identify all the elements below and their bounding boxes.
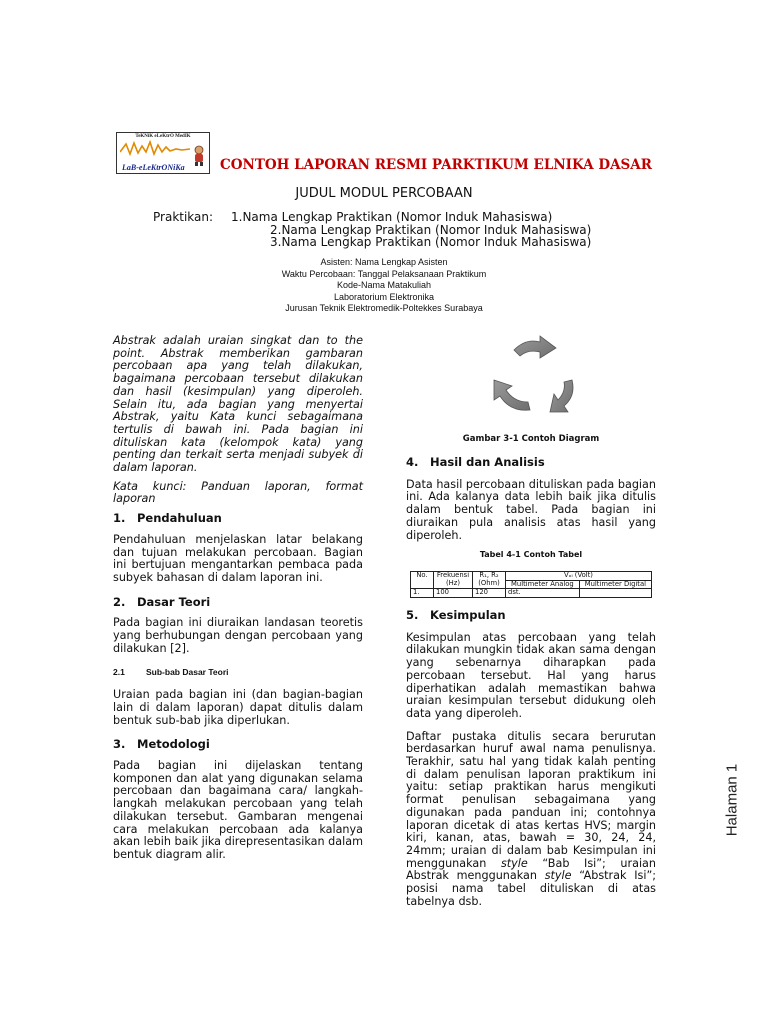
praktikan-1: 1.Nama Lengkap Praktikan (Nomor Induk Mahasiswa) <box>231 210 553 224</box>
dasar-teori-text: Pada bagian ini diuraikan landasan teoretis yang berhubungan dengan percobaan yang dilakukan [2]. <box>113 616 363 655</box>
waktu-line: Waktu Percobaan: Tanggal Pelaksanaan Praktikum <box>281 268 487 279</box>
jurusan-line: Jurusan Teknik Elektromedik-Poltekkes Surabaya <box>285 303 483 313</box>
table-header-cell: R₁, R₂ (Ohm) <box>473 572 506 589</box>
praktikan-label: Praktikan: <box>153 210 214 224</box>
heading-number: 2.1 <box>113 667 125 678</box>
heading-text: Pendahuluan <box>137 511 222 526</box>
table-cell: 100 <box>434 589 473 598</box>
metodologi-text: Pada bagian ini dijelaskan tentang komponen dan alat yang digunakan selama percobaan dan bagaimana cara/ langkah-langkah melakukan percobaan yang telah dilakukan tersebut. Gambaran mengenai cara melakukan percobaan ada kalanya akan lebih baik jika direpresentasikan dalam bentuk diagram alir. <box>113 758 363 861</box>
kesimpulan-text: Kesimpulan atas percobaan yang telah dilakukan mungkin tidak akan sama dengan yang sebenarnya diharapkan pada percobaan tersebut. Hal yang harus diperhatikan adalah memastikan bahwa uraian kesimpulan tersebut didukung oleh data yang diperoleh. <box>406 630 656 720</box>
matakuliah-line: Kode-Nama Matakuliah <box>336 280 432 290</box>
document-title: CONTOH LAPORAN RESMI PARKTIKUM ELNIKA DASAR <box>220 157 652 173</box>
arrow-left-icon <box>494 380 530 410</box>
left-column <box>113 335 363 862</box>
cycle-diagram <box>480 328 590 428</box>
figure-caption: Gambar 3-1 Contoh Diagram <box>462 434 600 444</box>
praktikan-2: 2.Nama Lengkap Praktikan (Nomor Induk Mahasiswa) <box>270 223 592 237</box>
meta-block <box>0 257 768 315</box>
heading-metodologi <box>113 738 363 751</box>
heading-text: Hasil dan Analisis <box>430 455 545 469</box>
heading-text: Sub-bab Dasar Teori <box>146 667 229 678</box>
table-cell: dst. <box>506 589 580 598</box>
arrow-top-icon <box>514 336 556 358</box>
daftar-text-part: “Abstrak Isi”; posisi nama tabel dituliskan di atas tabelnya dsb. <box>406 869 657 908</box>
heading-number: 3. <box>113 737 126 752</box>
style-word: style <box>500 856 528 870</box>
heading-text: Dasar Teori <box>137 594 211 609</box>
table-caption: Tabel 4-1 Contoh Tabel <box>479 550 583 559</box>
laboratorium-line: Laboratorium Elektronika <box>333 291 435 302</box>
mascot-icon <box>191 145 207 167</box>
heading-text: Kesimpulan <box>430 608 506 622</box>
heading-kesimpulan <box>406 609 656 622</box>
right-column-bottom <box>406 609 656 908</box>
daftar-pustaka-text <box>406 731 656 909</box>
table-cell: 1. <box>411 589 434 598</box>
table-cell <box>579 589 651 598</box>
heading-dasar-teori <box>113 596 363 609</box>
daftar-text-part: “Bab Isi”; uraian Abstrak menggunakan <box>406 856 657 883</box>
heading-number: 4. <box>406 455 419 469</box>
table-header-cell: No. <box>411 572 434 589</box>
logo-top-text: TeKNiK eLeKtrO MedIK <box>135 134 191 139</box>
heading-pendahuluan <box>113 512 363 525</box>
data-table <box>410 571 652 598</box>
heading-hasil-analisis <box>406 456 656 469</box>
table-row <box>411 589 652 598</box>
logo-brand-text: LaB-eLeKtrONiKa <box>122 163 185 172</box>
style-word: style <box>544 869 572 883</box>
sub-bab-text: Uraian pada bagian ini (dan bagian-bagian lain di dalam laporan) dapat ditulis dalam bentuk sub-bab jika diperlukan. <box>113 688 363 727</box>
asisten-line: Asisten: Nama Lengkap Asisten <box>320 257 448 267</box>
table-cell: 120 <box>473 589 506 598</box>
arrow-right-icon <box>550 380 573 412</box>
abstract: Abstrak adalah uraian singkat dan to the point. Abstrak memberikan gambaran percobaan apa yang telah dilakukan, bagaimana percobaan tersebut dilakukan dan hasil (kesimpulan) yang diperoleh. Selain itu, ada bagian yang menyertai Abstrak, yaitu Kata kunci sebagaimana tertulis di bawah ini. Pada bagian ini dituliskan kata (kelompok kata) yang penting dan terkait serta menjadi subyek di dalam laporan. <box>113 334 363 475</box>
daftar-text-part: Daftar pustaka ditulis secara berurutan berdasarkan huruf awal nama penulisnya. Terakhir, satu hal yang tidak kalah penting di dalam penulisan laporan praktikum ini yaitu: setiap praktikan harus mengikuti format penulisan sebagaimana yang digunakan pada panduan ini; contohnya laporan dicetak di atas kertas HVS; margin kiri, kanan, atas, bawah = 30, 24, 24, 24mm; uraian di dalam bab Kesimpulan ini menggunakan <box>406 729 656 870</box>
table-header-cell: Vₒₗ (Volt) <box>506 572 652 581</box>
heading-sub-bab <box>113 666 363 679</box>
pendahuluan-text: Pendahuluan menjelaskan latar belakang dan tujuan melakukan percobaan. Bagian ini bertujuan mengantarkan pembaca pada subyek bahasan di dalam laporan ini. <box>113 532 363 584</box>
table-header-cell: Multimeter Digital <box>579 580 651 589</box>
heading-number: 1. <box>113 511 126 526</box>
module-title: JUDUL MODUL PERCOBAAN <box>295 186 473 201</box>
waveform-icon <box>120 140 190 158</box>
heading-text: Metodologi <box>137 737 210 752</box>
table-header-cell: Multimeter Analog <box>506 580 580 589</box>
heading-number: 5. <box>406 608 419 622</box>
table-header-cell: Frekuensi (Hz) <box>434 572 473 589</box>
right-column-top <box>406 456 656 542</box>
hasil-analisis-text: Data hasil percobaan dituliskan pada bagian ini. Ada kalanya data lebih baik jika ditulis dalam bentuk tabel. Pada bagian ini diuraikan pula analisis atas hasil yang diperoleh. <box>406 477 656 542</box>
heading-number: 2. <box>113 594 126 609</box>
keywords: Kata kunci: Panduan laporan, format laporan <box>113 479 363 506</box>
table-header-row <box>411 572 652 581</box>
praktikan-3: 3.Nama Lengkap Praktikan (Nomor Induk Mahasiswa) <box>270 235 592 249</box>
page-number <box>712 760 752 840</box>
lab-logo <box>116 132 210 174</box>
page-number-text: Halaman 1 <box>723 763 741 837</box>
